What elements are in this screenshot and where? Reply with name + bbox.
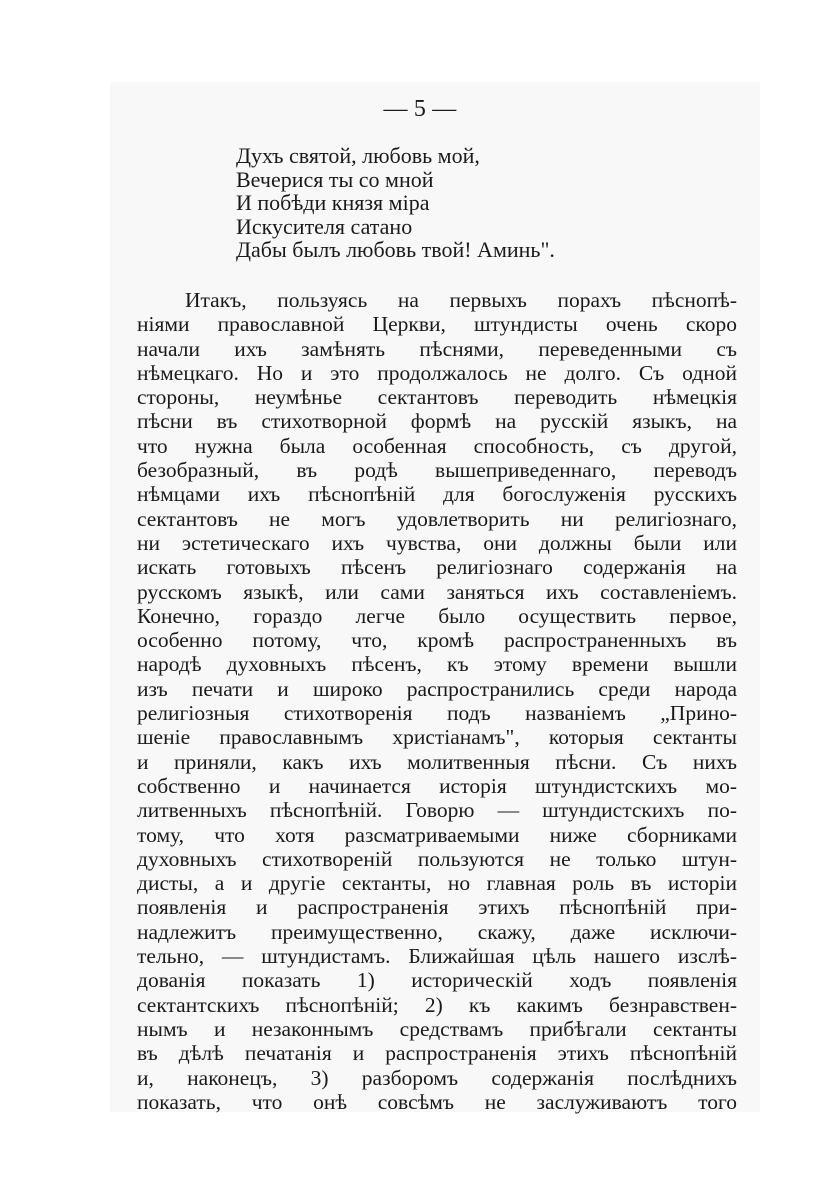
paragraph-line: и, наконецъ, 3) разборомъ содержанія послѣднихъ	[137, 1065, 737, 1090]
paragraph-line: Итакъ, пользуясь на первыхъ порахъ пѣснопѣ-	[185, 288, 737, 312]
paragraph-line: духовныхъ стихотвореній пользуются не только штун-	[137, 846, 737, 871]
paragraph-line: Конечно, гораздо легче было осуществить первое,	[137, 603, 737, 628]
poem-line: Духъ святой, любовь мой,	[236, 143, 480, 168]
poem-line: Дабы былъ любовь твой! Аминь".	[236, 237, 555, 262]
poem-line: Вечерися ты со мной	[236, 166, 434, 192]
paragraph-line: дованія показать 1) историческій ходъ появленія	[137, 968, 737, 993]
paragraph-line: пѣсни въ стихотворной формѣ на русскій языкъ, на	[137, 409, 737, 434]
paragraph-line: собственно и начинается исторія штундистскихъ мо-	[137, 773, 737, 798]
paragraph-line: начали ихъ замѣнять пѣснями, переведенными съ	[137, 336, 737, 361]
paragraph-line: и приняли, какъ ихъ молитвенныя пѣсни. Съ нихъ	[137, 749, 737, 774]
paragraph-line: стороны, неумѣнье сектантовъ переводить нѣмецкія	[137, 385, 737, 410]
paragraph-line: тельно, — штундистамъ. Ближайшая цѣль нашего изслѣ-	[137, 944, 737, 969]
paragraph-line: ни эстетическаго ихъ чувства, они должны были или	[137, 530, 737, 555]
paragraph-line: русскомъ языкѣ, или сами заняться ихъ составленіемъ.	[137, 579, 737, 604]
poem-line: Искусителя сатано	[236, 213, 413, 239]
paragraph-line: религіозныя стихотворенія подъ названіемъ „Прино-	[137, 701, 737, 726]
paragraph-line: нымъ и незаконнымъ средствамъ прибѣгали сектанты	[137, 1016, 737, 1041]
paragraph-line: ніями православной Церкви, штундисты очень скоро	[137, 312, 737, 337]
paragraph-line: шеніе православнымъ христіанамъ", которыя сектанты	[137, 725, 737, 750]
paragraph-line: что нужна была особенная способность, съ другой,	[137, 433, 737, 458]
paragraph-line: искать готовыхъ пѣсенъ религіознаго содержанія на	[137, 555, 737, 580]
paragraph-line: сектантскихъ пѣснопѣній; 2) къ какимъ безнравствен-	[137, 992, 737, 1017]
poem-block	[236, 144, 555, 262]
paragraph-line: изъ печати и широко распространились среди народа	[137, 676, 737, 701]
paragraph-line: въ дѣлѣ печатанія и распространенія этихъ пѣснопѣній	[137, 1041, 737, 1066]
paragraph-line: сектантовъ не могъ удовлетворить ни религіознаго,	[137, 506, 737, 531]
page-number: — 5 —	[383, 96, 457, 122]
paragraph-line: тому, что хотя разсматриваемыми ниже сборниками	[137, 822, 737, 847]
paragraph-line: безобразный, въ родѣ вышеприведеннаго, переводъ	[137, 458, 737, 483]
paragraph-line: дисты, а и другіе сектанты, но главная роль въ исторіи	[137, 871, 737, 896]
paragraph-line: нѣмцами ихъ пѣснопѣній для богослуженія русскихъ	[137, 482, 737, 507]
paragraph-line: особенно потому, что, кромѣ распространенныхъ въ	[137, 628, 737, 653]
poem-line: И побѣди князя міра	[236, 190, 430, 215]
body-paragraph	[137, 288, 737, 1114]
paragraph-line: надлежитъ преимущественно, скажу, даже исключи-	[137, 919, 737, 944]
paragraph-line: появленія и распространенія этихъ пѣснопѣній при-	[137, 895, 737, 920]
paragraph-line: показать, что онѣ совсѣмъ не заслуживаютъ того	[137, 1089, 737, 1114]
paragraph-line: литвенныхъ пѣснопѣній. Говорю — штундистскихъ по-	[137, 798, 737, 823]
paragraph-line: народѣ духовныхъ пѣсенъ, къ этому времени вышли	[137, 652, 737, 677]
paragraph-line: нѣмецкаго. Но и это продолжалось не долго. Съ одной	[137, 360, 737, 385]
